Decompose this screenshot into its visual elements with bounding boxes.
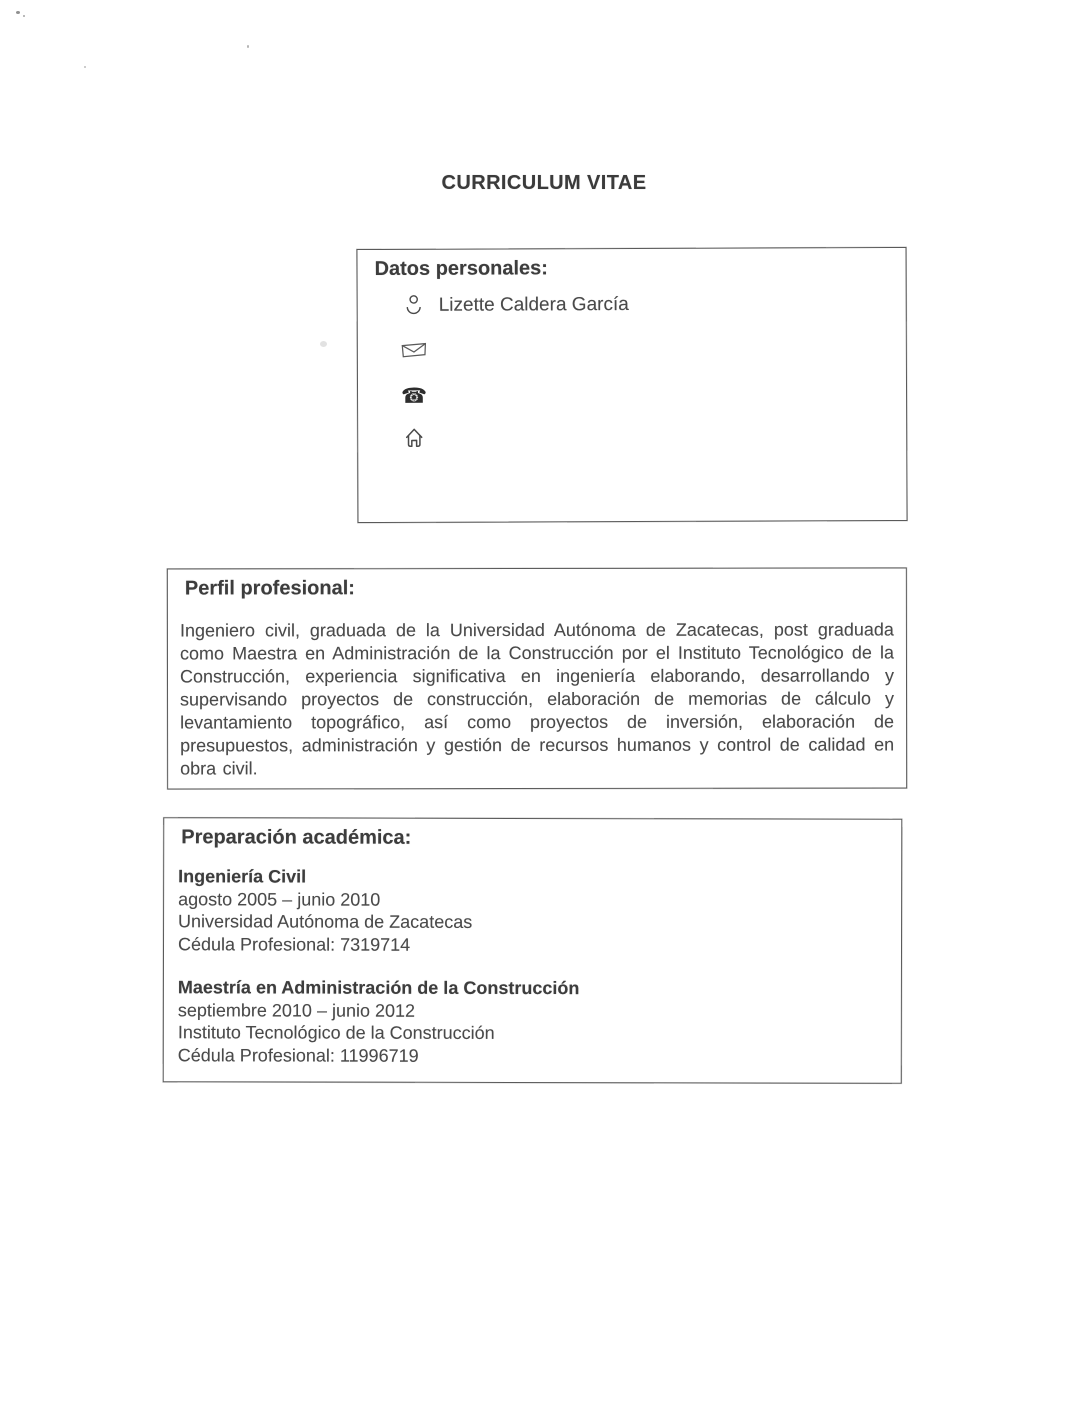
- scan-speck: [320, 341, 327, 347]
- education-degree: Ingeniería Civil: [178, 866, 307, 887]
- education-period: agosto 2005 – junio 2010: [178, 888, 381, 910]
- person-icon: [401, 293, 427, 319]
- phone-icon: ☎: [400, 383, 428, 408]
- education-list: [178, 865, 887, 1088]
- professional-profile-text: Ingeniero civil, graduada de la Universidad Autónoma de Zacatecas, post graduada como Maestra en Administración de la Construcción por el Instituto Tecnológico de la Construcción, experiencia significativa en ingeniería elaborando, desarrollando y supervisando proyectos de construcción, elaboración de memorias de cálculo y levantamiento topográfico, así como proyectos de inversión, elaboración de presupuestos, administración y gestión de recursos humanos y control de calidad en obra civil.: [179, 619, 895, 779]
- scan-speck: [247, 45, 249, 48]
- professional-profile-heading: Perfil profesional:: [184, 577, 355, 600]
- mail-icon: [401, 339, 427, 365]
- education-degree: Maestría en Administración de la Construcción: [177, 977, 580, 999]
- education-entry: [178, 976, 887, 1067]
- contact-row-address: [401, 424, 439, 452]
- contact-row-name: [401, 291, 629, 320]
- education-license: Cédula Profesional: 7319714: [177, 933, 411, 955]
- scan-speck: [16, 11, 20, 14]
- personal-data-heading: Datos personales:: [374, 257, 548, 280]
- education-entry: [178, 865, 887, 956]
- scan-speck: [84, 66, 86, 68]
- personal-data-section: [356, 247, 907, 523]
- scan-speck: [23, 15, 25, 17]
- contact-row-email: [401, 338, 439, 366]
- education-license: Cédula Profesional: 11996719: [177, 1044, 419, 1066]
- academic-preparation-heading: Preparación académica:: [181, 826, 412, 849]
- home-icon: [401, 425, 427, 451]
- education-institution: Instituto Tecnológico de la Construcción: [177, 1022, 495, 1043]
- contact-row-phone: [401, 382, 439, 410]
- professional-profile-section: [167, 567, 907, 789]
- education-institution: Universidad Autónoma de Zacatecas: [178, 911, 473, 932]
- contact-name-text: Lizette Caldera García: [438, 294, 629, 316]
- academic-preparation-section: [163, 817, 903, 1084]
- page-title: CURRICULUM VITAE: [441, 172, 647, 194]
- education-period: septiembre 2010 – junio 2012: [177, 999, 416, 1021]
